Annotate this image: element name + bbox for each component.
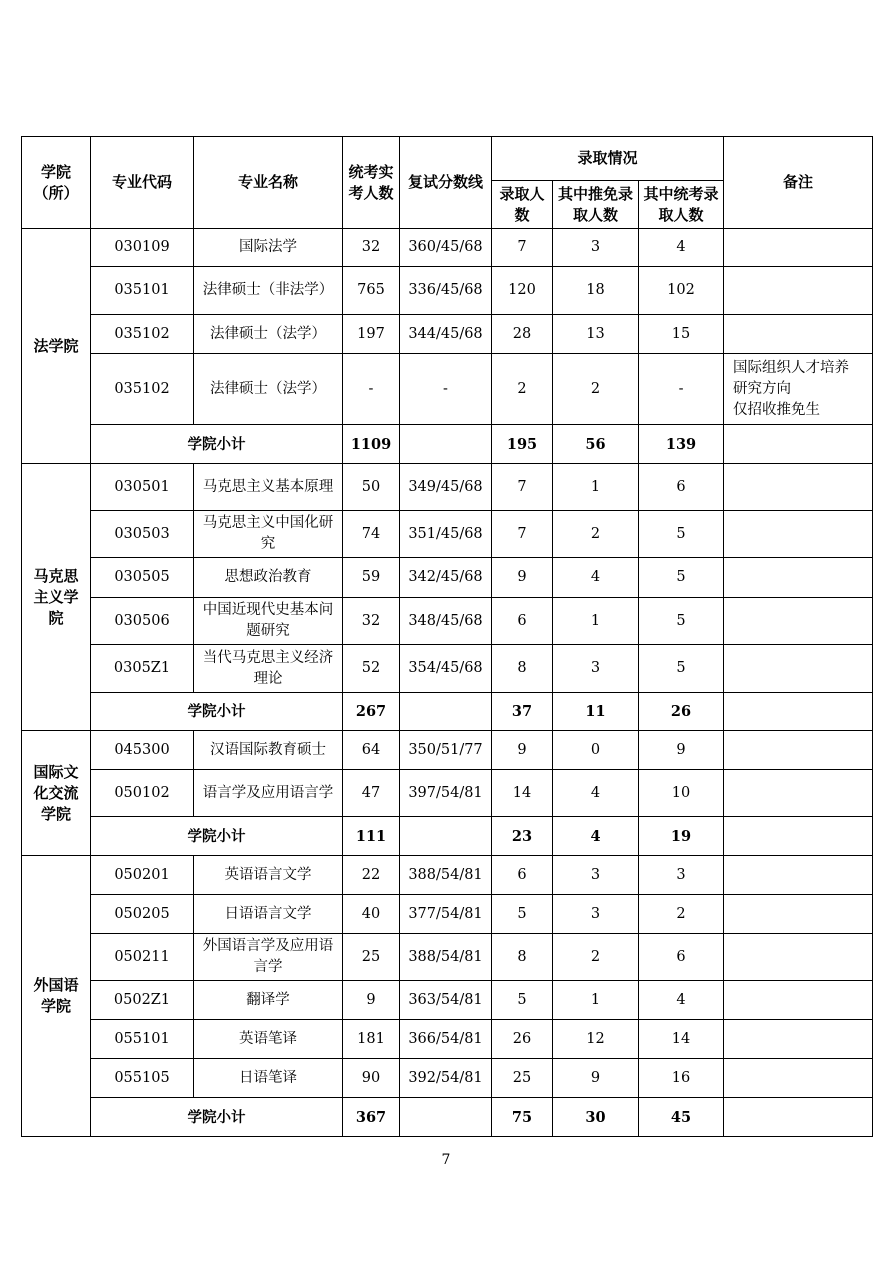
admitted-count: 6 <box>492 856 553 895</box>
college-name: 外国语 学院 <box>22 856 91 1137</box>
subtotal-recommended: 4 <box>553 817 639 856</box>
unified-count: 9 <box>639 731 724 770</box>
unified-count: 2 <box>639 895 724 934</box>
unified-count: 5 <box>639 558 724 598</box>
table-row <box>22 645 873 693</box>
major-name: 思想政治教育 <box>194 558 343 598</box>
subtotal-label: 学院小计 <box>91 425 343 464</box>
college-name: 法学院 <box>22 229 91 464</box>
recommended-count: 13 <box>553 315 639 354</box>
remarks <box>724 229 873 267</box>
exam-count: 40 <box>343 895 400 934</box>
header-college: 学院（所） <box>22 137 91 229</box>
retest-line: 342/45/68 <box>400 558 492 598</box>
retest-line: 348/45/68 <box>400 598 492 645</box>
exam-count: 197 <box>343 315 400 354</box>
major-name: 日语笔译 <box>194 1059 343 1098</box>
subtotal-remarks <box>724 1098 873 1137</box>
exam-count: 90 <box>343 1059 400 1098</box>
admitted-count: 25 <box>492 1059 553 1098</box>
subtotal-recommended: 11 <box>553 693 639 731</box>
admitted-count: 7 <box>492 464 553 511</box>
remarks <box>724 1059 873 1098</box>
admitted-count: 26 <box>492 1020 553 1059</box>
unified-count: - <box>639 354 724 425</box>
table-row <box>22 981 873 1020</box>
remarks <box>724 895 873 934</box>
header-admitted: 录取人数 <box>492 181 553 229</box>
subtotal-row <box>22 425 873 464</box>
admitted-count: 5 <box>492 981 553 1020</box>
major-name: 当代马克思主义经济理论 <box>194 645 343 693</box>
subtotal-label: 学院小计 <box>91 693 343 731</box>
major-code: 035101 <box>91 267 194 315</box>
remarks <box>724 645 873 693</box>
subtotal-exam-count: 367 <box>343 1098 400 1137</box>
major-code: 030109 <box>91 229 194 267</box>
table-row <box>22 267 873 315</box>
header-admission: 录取情况 <box>492 137 724 181</box>
major-name: 英语语言文学 <box>194 856 343 895</box>
subtotal-exam-count: 1109 <box>343 425 400 464</box>
major-code: 035102 <box>91 354 194 425</box>
header-retest-line: 复试分数线 <box>400 137 492 229</box>
retest-line: 363/54/81 <box>400 981 492 1020</box>
unified-count: 6 <box>639 934 724 981</box>
retest-line: 344/45/68 <box>400 315 492 354</box>
major-name: 马克思主义中国化研究 <box>194 511 343 558</box>
subtotal-label: 学院小计 <box>91 817 343 856</box>
exam-count: 181 <box>343 1020 400 1059</box>
header-code: 专业代码 <box>91 137 194 229</box>
recommended-count: 2 <box>553 934 639 981</box>
retest-line: 336/45/68 <box>400 267 492 315</box>
table-row <box>22 1020 873 1059</box>
subtotal-admitted: 75 <box>492 1098 553 1137</box>
admitted-count: 7 <box>492 229 553 267</box>
subtotal-unified: 26 <box>639 693 724 731</box>
recommended-count: 1 <box>553 464 639 511</box>
major-code: 050201 <box>91 856 194 895</box>
exam-count: 22 <box>343 856 400 895</box>
unified-count: 4 <box>639 229 724 267</box>
header-name: 专业名称 <box>194 137 343 229</box>
remarks <box>724 1020 873 1059</box>
admitted-count: 9 <box>492 558 553 598</box>
subtotal-retest-line <box>400 425 492 464</box>
major-name: 外国语言学及应用语言学 <box>194 934 343 981</box>
remarks <box>724 558 873 598</box>
header-recommended: 其中推免录取人数 <box>553 181 639 229</box>
subtotal-row <box>22 817 873 856</box>
recommended-count: 1 <box>553 598 639 645</box>
retest-line: - <box>400 354 492 425</box>
table-row <box>22 934 873 981</box>
unified-count: 3 <box>639 856 724 895</box>
major-code: 055105 <box>91 1059 194 1098</box>
admitted-count: 2 <box>492 354 553 425</box>
retest-line: 354/45/68 <box>400 645 492 693</box>
subtotal-remarks <box>724 817 873 856</box>
unified-count: 15 <box>639 315 724 354</box>
retest-line: 366/54/81 <box>400 1020 492 1059</box>
retest-line: 388/54/81 <box>400 934 492 981</box>
table-row <box>22 598 873 645</box>
major-name: 法律硕士（非法学） <box>194 267 343 315</box>
subtotal-exam-count: 267 <box>343 693 400 731</box>
college-name: 马克思 主义学 院 <box>22 464 91 731</box>
major-name: 汉语国际教育硕士 <box>194 731 343 770</box>
exam-count: - <box>343 354 400 425</box>
retest-line: 350/51/77 <box>400 731 492 770</box>
remarks <box>724 770 873 817</box>
major-name: 日语语言文学 <box>194 895 343 934</box>
subtotal-admitted: 23 <box>492 817 553 856</box>
subtotal-admitted: 195 <box>492 425 553 464</box>
subtotal-remarks <box>724 425 873 464</box>
remarks <box>724 598 873 645</box>
exam-count: 32 <box>343 229 400 267</box>
exam-count: 9 <box>343 981 400 1020</box>
remarks <box>724 731 873 770</box>
recommended-count: 3 <box>553 645 639 693</box>
table-row <box>22 856 873 895</box>
remarks <box>724 511 873 558</box>
table-row <box>22 229 873 267</box>
major-code: 055101 <box>91 1020 194 1059</box>
page-number: 7 <box>441 1152 451 1168</box>
recommended-count: 0 <box>553 731 639 770</box>
remarks <box>724 934 873 981</box>
recommended-count: 3 <box>553 895 639 934</box>
exam-count: 765 <box>343 267 400 315</box>
remarks <box>724 267 873 315</box>
exam-count: 59 <box>343 558 400 598</box>
college-name: 国际文 化交流 学院 <box>22 731 91 856</box>
unified-count: 4 <box>639 981 724 1020</box>
subtotal-row <box>22 693 873 731</box>
exam-count: 32 <box>343 598 400 645</box>
admitted-count: 28 <box>492 315 553 354</box>
admitted-count: 7 <box>492 511 553 558</box>
subtotal-retest-line <box>400 1098 492 1137</box>
header-exam-count: 统考实考人数 <box>343 137 400 229</box>
table-row <box>22 511 873 558</box>
header-remarks: 备注 <box>724 137 873 229</box>
subtotal-retest-line <box>400 817 492 856</box>
retest-line: 360/45/68 <box>400 229 492 267</box>
remarks: 国际组织人才培养 研究方向 仅招收推免生 <box>724 354 873 425</box>
table-body <box>22 229 873 1137</box>
subtotal-exam-count: 111 <box>343 817 400 856</box>
admitted-count: 9 <box>492 731 553 770</box>
table-row <box>22 354 873 425</box>
subtotal-label: 学院小计 <box>91 1098 343 1137</box>
exam-count: 50 <box>343 464 400 511</box>
subtotal-remarks <box>724 693 873 731</box>
exam-count: 64 <box>343 731 400 770</box>
admission-table <box>21 136 873 1137</box>
table-row <box>22 315 873 354</box>
retest-line: 349/45/68 <box>400 464 492 511</box>
table-row <box>22 731 873 770</box>
unified-count: 5 <box>639 645 724 693</box>
remarks <box>724 981 873 1020</box>
table-row <box>22 895 873 934</box>
admitted-count: 8 <box>492 934 553 981</box>
subtotal-retest-line <box>400 693 492 731</box>
major-name: 翻译学 <box>194 981 343 1020</box>
remarks <box>724 856 873 895</box>
unified-count: 5 <box>639 511 724 558</box>
admitted-count: 8 <box>492 645 553 693</box>
recommended-count: 3 <box>553 856 639 895</box>
subtotal-unified: 139 <box>639 425 724 464</box>
major-name: 法律硕士（法学） <box>194 354 343 425</box>
major-code: 030505 <box>91 558 194 598</box>
header-unified: 其中统考录取人数 <box>639 181 724 229</box>
unified-count: 16 <box>639 1059 724 1098</box>
exam-count: 47 <box>343 770 400 817</box>
retest-line: 397/54/81 <box>400 770 492 817</box>
subtotal-recommended: 56 <box>553 425 639 464</box>
admitted-count: 5 <box>492 895 553 934</box>
retest-line: 388/54/81 <box>400 856 492 895</box>
recommended-count: 4 <box>553 770 639 817</box>
retest-line: 351/45/68 <box>400 511 492 558</box>
major-code: 030503 <box>91 511 194 558</box>
major-code: 050211 <box>91 934 194 981</box>
major-name: 马克思主义基本原理 <box>194 464 343 511</box>
major-code: 0502Z1 <box>91 981 194 1020</box>
unified-count: 5 <box>639 598 724 645</box>
subtotal-recommended: 30 <box>553 1098 639 1137</box>
major-code: 0305Z1 <box>91 645 194 693</box>
recommended-count: 12 <box>553 1020 639 1059</box>
subtotal-unified: 19 <box>639 817 724 856</box>
unified-count: 102 <box>639 267 724 315</box>
major-name: 语言学及应用语言学 <box>194 770 343 817</box>
major-code: 035102 <box>91 315 194 354</box>
major-name: 法律硕士（法学） <box>194 315 343 354</box>
recommended-count: 1 <box>553 981 639 1020</box>
major-name: 国际法学 <box>194 229 343 267</box>
exam-count: 74 <box>343 511 400 558</box>
subtotal-row <box>22 1098 873 1137</box>
recommended-count: 4 <box>553 558 639 598</box>
remarks <box>724 315 873 354</box>
exam-count: 25 <box>343 934 400 981</box>
major-code: 045300 <box>91 731 194 770</box>
retest-line: 392/54/81 <box>400 1059 492 1098</box>
unified-count: 14 <box>639 1020 724 1059</box>
table-row <box>22 558 873 598</box>
unified-count: 6 <box>639 464 724 511</box>
table-row <box>22 1059 873 1098</box>
recommended-count: 18 <box>553 267 639 315</box>
retest-line: 377/54/81 <box>400 895 492 934</box>
recommended-count: 9 <box>553 1059 639 1098</box>
admitted-count: 14 <box>492 770 553 817</box>
major-code: 030506 <box>91 598 194 645</box>
subtotal-unified: 45 <box>639 1098 724 1137</box>
table-row <box>22 464 873 511</box>
major-code: 050102 <box>91 770 194 817</box>
admitted-count: 120 <box>492 267 553 315</box>
remarks <box>724 464 873 511</box>
recommended-count: 2 <box>553 354 639 425</box>
unified-count: 10 <box>639 770 724 817</box>
table-row <box>22 770 873 817</box>
major-code: 030501 <box>91 464 194 511</box>
admitted-count: 6 <box>492 598 553 645</box>
subtotal-admitted: 37 <box>492 693 553 731</box>
exam-count: 52 <box>343 645 400 693</box>
recommended-count: 3 <box>553 229 639 267</box>
major-name: 中国近现代史基本问题研究 <box>194 598 343 645</box>
major-name: 英语笔译 <box>194 1020 343 1059</box>
recommended-count: 2 <box>553 511 639 558</box>
major-code: 050205 <box>91 895 194 934</box>
